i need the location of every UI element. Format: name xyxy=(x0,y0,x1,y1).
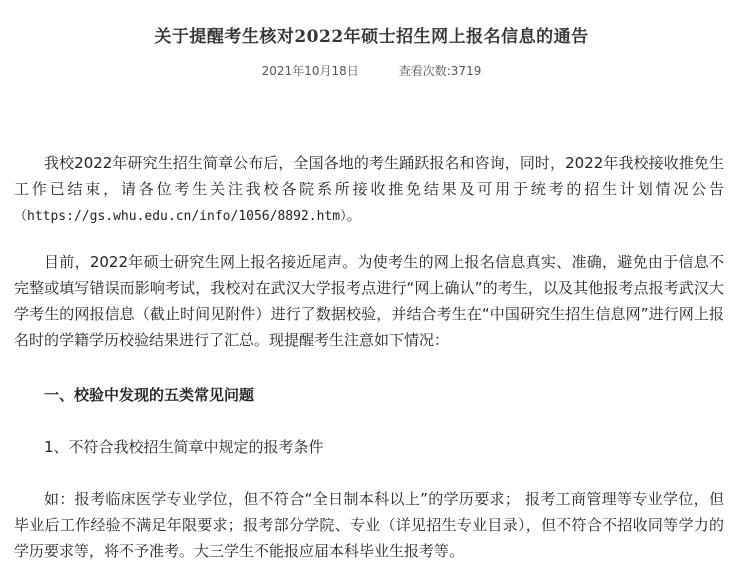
page-title: 关于提醒考生核对2022年硕士招生网上报名信息的通告 xyxy=(154,27,589,47)
paragraph-current: 目前，2022年硕士研究生网上报名接近尾声。为使考生的网上报名信息真实、准确，避免由于信息不完整或填写错误而影响考试，我校对在武汉大学报考点进行“网上确认”的考生，以及其他报考点报考武汉大学考生的网报信息（截止时间见附件）进行了数据校验，并结合考生在“中国研究生招生信息网”进行网上报名时的学籍学历校验结果进行了汇总。现提醒考生注意如下情况： xyxy=(14,253,724,349)
article-meta xyxy=(0,62,743,79)
subsection-heading: 1、不符合我校招生简章中规定的报考条件 xyxy=(44,438,324,456)
paragraph-example: 如：报考临床医学专业学位，但不符合“全日制本科以上”的学历要求； 报考工商管理等专业学位，但毕业后工作经验不满足年限要求；报考部分学院、专业（详见招生专业目录），但不符合不招收同等学力的学历要求等，将不予准考。大三学生不能报应届本科毕业生报考等。 xyxy=(14,490,724,560)
paragraph-intro-text: 我校2022年研究生招生简章公布后，全国各地的考生踊跃报名和咨询，同时，2022年我校接收推免生工作已结束，请各位考生关注我校各院系所接收推免结果及可用于统考的招生计划情况公告 xyxy=(14,154,724,198)
paragraph-intro xyxy=(14,150,724,230)
paragraph-intro-end: 。 xyxy=(346,206,362,224)
section-heading: 一、校验中发现的五类常见问题 xyxy=(44,386,255,404)
article-body xyxy=(14,150,724,564)
publish-date: 2021年10月18日 xyxy=(261,64,359,78)
view-count: 查看次数:3719 xyxy=(398,64,482,78)
announcement-link[interactable]: （https://gs.whu.edu.cn/info/1056/8892.htm） xyxy=(14,209,347,224)
